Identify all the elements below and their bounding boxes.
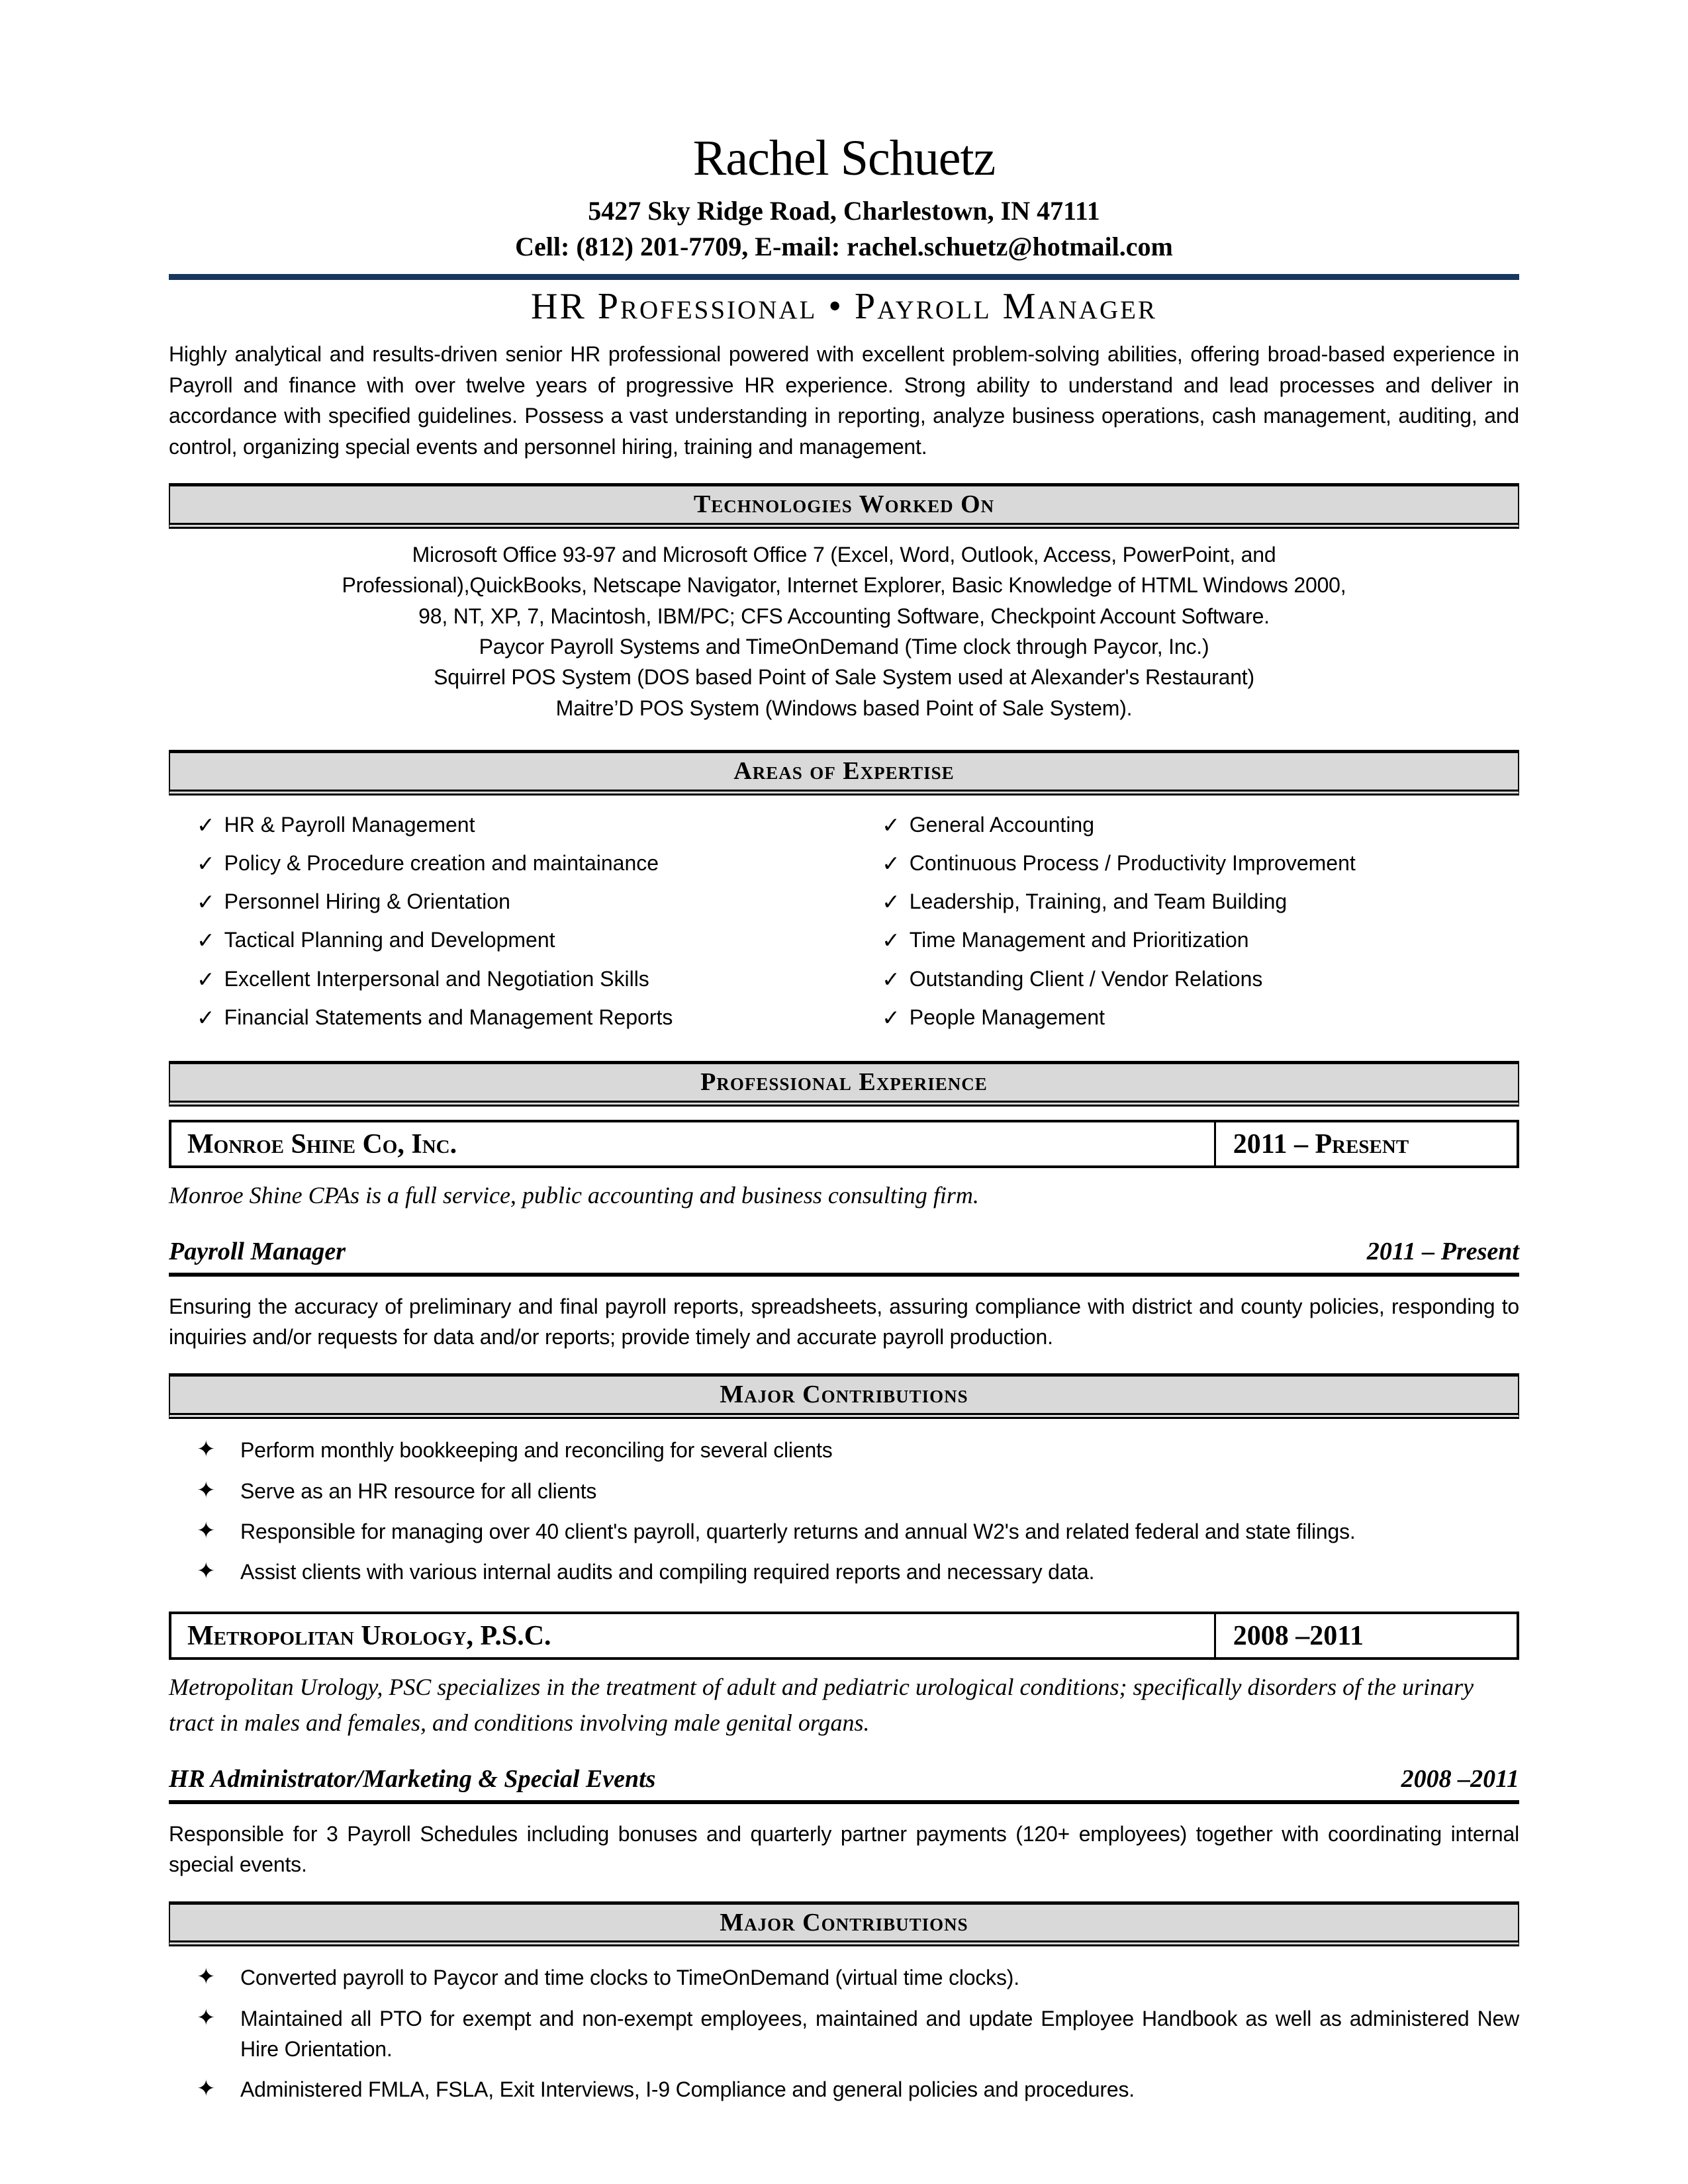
expertise-column-right: [854, 810, 1519, 1041]
contribution-text: Perform monthly bookkeeping and reconciling for several clients: [240, 1438, 833, 1463]
expertise-item: [197, 964, 854, 995]
star-bullet-icon: ✦: [197, 1964, 216, 1990]
star-bullet-icon: ✦: [197, 2005, 216, 2030]
contact-line: Cell: (812) 201-7709, E-mail: rachel.schuetz@hotmail.com: [515, 231, 1173, 261]
contribution-text: Maintained all PTO for exempt and non-exempt employees, maintained and update Employee Handbook as well as administered New Hire Orientation.: [240, 2006, 1519, 2062]
role-description: Ensuring the accuracy of preliminary and final payroll reports, spreadsheets, assuring compliance with district and county policies, responding to inquiries and/or requests for data and/or reports; provide timely and accurate payroll production.: [169, 1294, 1519, 1349]
expertise-item: [882, 887, 1519, 917]
expertise-item: [197, 848, 854, 879]
expertise-item: [197, 925, 854, 956]
contribution-item: [197, 2003, 1519, 2065]
check-icon: ✓: [197, 812, 215, 837]
check-icon: ✓: [882, 928, 900, 953]
section-heading-expertise: Areas of Expertise: [733, 757, 955, 786]
expertise-item: [882, 848, 1519, 879]
section-heading-contributions-1: Major Contributions: [720, 1381, 968, 1409]
star-bullet-icon: ✦: [197, 1437, 216, 1463]
job-dates: 2011 – Present: [1214, 1122, 1517, 1165]
firm-description: Metropolitan Urology, PSC specializes in the treatment of adult and pediatric urological conditions; specifically disorders of the urinary tract in males and females, and conditions involving male genital organs.: [169, 1674, 1474, 1737]
section-bar-technologies: [169, 483, 1519, 529]
company-name: Monroe Shine Co, Inc.: [187, 1128, 457, 1160]
contribution-item: [197, 1962, 1519, 1993]
role-title: Payroll Manager: [169, 1238, 346, 1266]
contribution-item: [197, 1435, 1519, 1465]
role-row: [169, 1764, 1519, 1795]
role-title: HR Administrator/Marketing & Special Events: [169, 1765, 656, 1794]
technology-line: Professional),QuickBooks, Netscape Navigator, Internet Explorer, Basic Knowledge of HTML Windows 2000,: [342, 573, 1346, 598]
address-line: 5427 Sky Ridge Road, Charlestown, IN 47111: [588, 195, 1100, 226]
expertise-item: [882, 925, 1519, 956]
expertise-text: Time Management and Prioritization: [909, 928, 1249, 952]
expertise-text: HR & Payroll Management: [224, 812, 475, 837]
star-bullet-icon: ✦: [197, 1518, 216, 1544]
contribution-item: [197, 1476, 1519, 1506]
check-icon: ✓: [882, 851, 900, 876]
person-name: Rachel Schuetz: [692, 130, 996, 186]
contribution-text: Administered FMLA, FSLA, Exit Interviews, I-9 Compliance and general policies and procedures.: [240, 2077, 1135, 2102]
role-divider: [169, 1800, 1519, 1804]
expertise-item: [882, 810, 1519, 841]
contribution-item: [197, 2074, 1519, 2105]
expertise-text: Financial Statements and Management Reports: [224, 1005, 673, 1029]
technology-line: Microsoft Office 93-97 and Microsoft Office 7 (Excel, Word, Outlook, Access, PowerPoint, and: [412, 542, 1276, 567]
contribution-text: Assist clients with various internal audits and compiling required reports and necessary data.: [240, 1560, 1095, 1584]
contribution-item: [197, 1557, 1519, 1587]
expertise-item: [882, 964, 1519, 995]
company-name: Metropolitan Urology, P.S.C.: [187, 1620, 551, 1651]
expertise-text: Tactical Planning and Development: [224, 928, 555, 952]
expertise-item: [197, 1003, 854, 1033]
check-icon: ✓: [882, 966, 900, 991]
expertise-text: People Management: [909, 1005, 1105, 1029]
check-icon: ✓: [882, 1005, 900, 1030]
job-header-table: [169, 1120, 1519, 1168]
check-icon: ✓: [197, 966, 215, 991]
star-bullet-icon: ✦: [197, 2076, 216, 2102]
expertise-text: General Accounting: [909, 812, 1095, 837]
star-bullet-icon: ✦: [197, 1477, 216, 1503]
firm-description: Monroe Shine CPAs is a full service, public accounting and business consulting firm.: [169, 1182, 979, 1209]
check-icon: ✓: [882, 812, 900, 837]
technology-line: Paycor Payroll Systems and TimeOnDemand (Time clock through Paycor, Inc.): [479, 634, 1209, 659]
header-rule: [169, 274, 1519, 280]
expertise-text: Continuous Process / Productivity Improvement: [909, 851, 1356, 876]
section-heading-technologies: Technologies Worked On: [693, 490, 995, 518]
job-dates: 2008 –2011: [1214, 1614, 1517, 1657]
expertise-column-left: [169, 810, 854, 1041]
summary-paragraph: Highly analytical and results-driven senior HR professional powered with excellent problem-solving abilities, offering broad-based experience in Payroll and finance with over twelve years of progressive HR experience. Strong ability to understand and lead processes and deliver in accordance with specified guidelines. Possess a vast understanding in reporting, analyze business operations, cash management, auditing, and control, organizing special events and personnel hiring, training and management.: [169, 342, 1519, 459]
expertise-item: [882, 1003, 1519, 1033]
section-heading-experience: Professional Experience: [700, 1068, 988, 1097]
contribution-text: Converted payroll to Paycor and time clocks to TimeOnDemand (virtual time clocks).: [240, 1966, 1019, 1990]
check-icon: ✓: [882, 889, 900, 915]
role-divider: [169, 1273, 1519, 1277]
header: [169, 132, 1519, 265]
check-icon: ✓: [197, 889, 215, 915]
contribution-text: Serve as an HR resource for all clients: [240, 1479, 597, 1503]
job-header-table: [169, 1612, 1519, 1660]
check-icon: ✓: [197, 851, 215, 876]
star-bullet-icon: ✦: [197, 1559, 216, 1584]
contributions-list-2: [169, 1962, 1519, 2105]
contribution-item: [197, 1516, 1519, 1547]
expertise-text: Excellent Interpersonal and Negotiation Skills: [224, 966, 649, 991]
section-bar-contributions-1: [169, 1373, 1519, 1419]
role-dates: 2011 – Present: [1366, 1238, 1519, 1266]
role-row: [169, 1237, 1519, 1267]
contribution-text: Responsible for managing over 40 client's payroll, quarterly returns and annual W2's and related federal and state filings.: [240, 1520, 1356, 1544]
expertise-text: Policy & Procedure creation and maintainance: [224, 851, 659, 876]
expertise-text: Outstanding Client / Vendor Relations: [909, 966, 1263, 991]
technologies-list: [169, 539, 1519, 723]
section-bar-contributions-2: [169, 1901, 1519, 1947]
check-icon: ✓: [197, 928, 215, 953]
technology-line: Squirrel POS System (DOS based Point of Sale System used at Alexander's Restaurant): [434, 665, 1254, 690]
check-icon: ✓: [197, 1005, 215, 1030]
expertise-item: [197, 887, 854, 917]
section-heading-contributions-2: Major Contributions: [720, 1908, 968, 1936]
expertise-item: [197, 810, 854, 841]
expertise-text: Leadership, Training, and Team Building: [909, 889, 1288, 914]
technology-line: 98, NT, XP, 7, Macintosh, IBM/PC; CFS Accounting Software, Checkpoint Account Software.: [418, 604, 1270, 628]
contributions-list-1: [169, 1435, 1519, 1588]
role-description: Responsible for 3 Payroll Schedules including bonuses and quarterly partner payments (120+ employees) together with coordinating internal special events.: [169, 1821, 1519, 1877]
document-title: HR Professional • Payroll Manager: [531, 285, 1157, 327]
expertise-columns: [169, 810, 1519, 1041]
section-bar-experience: [169, 1061, 1519, 1107]
technology-line: Maitre’D POS System (Windows based Point of Sale System).: [555, 696, 1133, 720]
section-bar-expertise: [169, 750, 1519, 796]
role-dates: 2008 –2011: [1401, 1765, 1519, 1794]
expertise-text: Personnel Hiring & Orientation: [224, 889, 510, 914]
